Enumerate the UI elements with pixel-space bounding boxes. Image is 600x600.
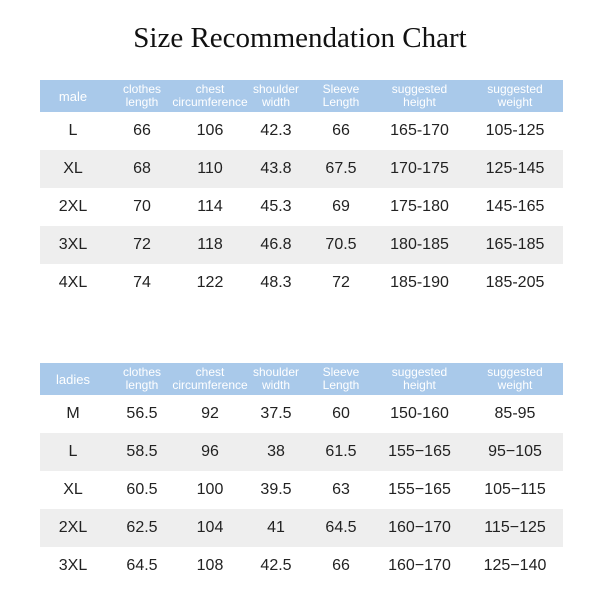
- header-shoulder: [242, 80, 310, 112]
- table-row: [40, 509, 563, 547]
- cell-chest: 114: [197, 198, 223, 215]
- cell-size: 2XL: [58, 198, 88, 215]
- header-line: clothes: [122, 365, 162, 379]
- cell-sleeve: 69: [332, 198, 350, 215]
- cell-size: 3XL: [58, 236, 88, 253]
- header-line: weight: [497, 378, 533, 392]
- cell-clothes-length: 72: [133, 236, 151, 253]
- cell-chest: 92: [201, 405, 219, 422]
- header-line: suggested: [391, 365, 448, 379]
- cell-height: 155−165: [388, 443, 451, 460]
- cell-size: 2XL: [58, 519, 88, 536]
- ladies-size-table: [40, 363, 563, 585]
- cell-shoulder: 37.5: [260, 405, 292, 422]
- cell-size: 3XL: [58, 557, 88, 574]
- header-line: shoulder: [252, 365, 300, 379]
- header-clothes-length: [106, 80, 178, 112]
- cell-weight: 85-95: [494, 405, 536, 422]
- cell-height: 185-190: [390, 274, 449, 291]
- header-chest: [172, 80, 248, 112]
- table-header: [40, 80, 563, 112]
- table-row: [40, 264, 563, 302]
- header-line: weight: [497, 95, 533, 109]
- male-size-table: [40, 80, 563, 302]
- cell-chest: 110: [197, 160, 223, 177]
- cell-height: 180-185: [390, 236, 449, 253]
- cell-shoulder: 46.8: [260, 236, 292, 253]
- cell-weight: 105−115: [484, 481, 546, 498]
- cell-size: 4XL: [58, 274, 88, 291]
- cell-sleeve: 64.5: [325, 519, 357, 536]
- cell-weight: 165-185: [485, 236, 545, 253]
- header-line: suggested: [487, 82, 543, 96]
- header-line: chest: [195, 365, 225, 379]
- cell-clothes-length: 58.5: [126, 443, 158, 460]
- header-sleeve: [310, 363, 372, 395]
- cell-shoulder: 48.3: [260, 274, 292, 291]
- cell-shoulder: 42.5: [260, 557, 292, 574]
- header-line: length: [125, 95, 159, 109]
- header-sleeve: [310, 80, 372, 112]
- cell-clothes-length: 64.5: [126, 557, 158, 574]
- table-row: [40, 395, 563, 433]
- header-line: height: [403, 95, 436, 109]
- header-shoulder: [242, 363, 310, 395]
- header-height: [372, 363, 467, 395]
- cell-height: 160−170: [388, 557, 451, 574]
- cell-weight: 115−125: [484, 519, 546, 536]
- cell-size: L: [68, 443, 78, 460]
- header-weight: [467, 80, 563, 112]
- table-header: [40, 363, 563, 395]
- cell-shoulder: 41: [267, 519, 285, 536]
- cell-size: L: [68, 122, 78, 139]
- header-line: circumference: [172, 378, 248, 392]
- cell-height: 160−170: [388, 519, 451, 536]
- cell-height: 175-180: [390, 198, 449, 215]
- cell-clothes-length: 62.5: [126, 519, 158, 536]
- cell-shoulder: 38: [267, 443, 285, 460]
- cell-shoulder: 39.5: [260, 481, 292, 498]
- cell-sleeve: 66: [332, 557, 350, 574]
- cell-chest: 96: [201, 443, 219, 460]
- header-line: shoulder: [252, 82, 300, 96]
- cell-weight: 95−105: [488, 443, 542, 460]
- cell-sleeve: 72: [332, 274, 350, 291]
- header-group: male: [58, 88, 88, 104]
- cell-weight: 125−140: [483, 557, 547, 574]
- table-row: [40, 112, 563, 150]
- cell-clothes-length: 68: [133, 160, 151, 177]
- cell-clothes-length: 60.5: [126, 481, 158, 498]
- cell-weight: 145-165: [485, 198, 545, 215]
- cell-chest: 104: [196, 519, 224, 536]
- cell-shoulder: 42.3: [260, 122, 292, 139]
- cell-chest: 122: [196, 274, 224, 291]
- cell-chest: 118: [197, 236, 223, 253]
- cell-weight: 105-125: [485, 122, 545, 139]
- table-row: [40, 226, 563, 264]
- header-group: ladies: [56, 371, 90, 387]
- cell-clothes-length: 70: [133, 198, 151, 215]
- header-line: Sleeve: [322, 82, 360, 96]
- cell-height: 170-175: [390, 160, 449, 177]
- header-line: Length: [322, 378, 360, 392]
- cell-clothes-length: 56.5: [126, 405, 158, 422]
- cell-size: XL: [63, 481, 83, 498]
- header-line: clothes: [122, 82, 162, 96]
- cell-shoulder: 45.3: [260, 198, 292, 215]
- header-line: Length: [322, 95, 360, 109]
- cell-height: 155−165: [388, 481, 451, 498]
- cell-shoulder: 43.8: [260, 160, 292, 177]
- header-line: suggested: [391, 82, 448, 96]
- cell-height: 165-170: [390, 122, 449, 139]
- table-row: [40, 471, 563, 509]
- cell-size: M: [66, 405, 80, 422]
- header-line: suggested: [487, 365, 543, 379]
- header-line: chest: [195, 82, 225, 96]
- table-row: [40, 150, 563, 188]
- header-line: length: [125, 378, 159, 392]
- cell-size: XL: [63, 160, 83, 177]
- header-line: height: [403, 378, 436, 392]
- header-line: Sleeve: [322, 365, 360, 379]
- cell-weight: 125-145: [485, 160, 545, 177]
- cell-sleeve: 70.5: [325, 236, 357, 253]
- cell-sleeve: 60: [332, 405, 350, 422]
- cell-chest: 106: [196, 122, 224, 139]
- cell-sleeve: 66: [332, 122, 350, 139]
- cell-weight: 185-205: [485, 274, 545, 291]
- page-title: Size Recommendation Chart: [133, 22, 467, 54]
- table-row: [40, 547, 563, 585]
- table-row: [40, 433, 563, 471]
- header-clothes-length: [106, 363, 178, 395]
- header-height: [372, 80, 467, 112]
- cell-height: 150-160: [390, 405, 449, 422]
- header-line: circumference: [172, 95, 248, 109]
- header-line: width: [261, 378, 290, 392]
- cell-chest: 100: [196, 481, 224, 498]
- cell-chest: 108: [196, 557, 224, 574]
- cell-sleeve: 67.5: [325, 160, 357, 177]
- cell-sleeve: 61.5: [325, 443, 357, 460]
- cell-clothes-length: 66: [133, 122, 151, 139]
- header-chest: [172, 363, 248, 395]
- header-weight: [467, 363, 563, 395]
- cell-sleeve: 63: [332, 481, 350, 498]
- header-line: width: [261, 95, 290, 109]
- cell-clothes-length: 74: [133, 274, 151, 291]
- table-row: [40, 188, 563, 226]
